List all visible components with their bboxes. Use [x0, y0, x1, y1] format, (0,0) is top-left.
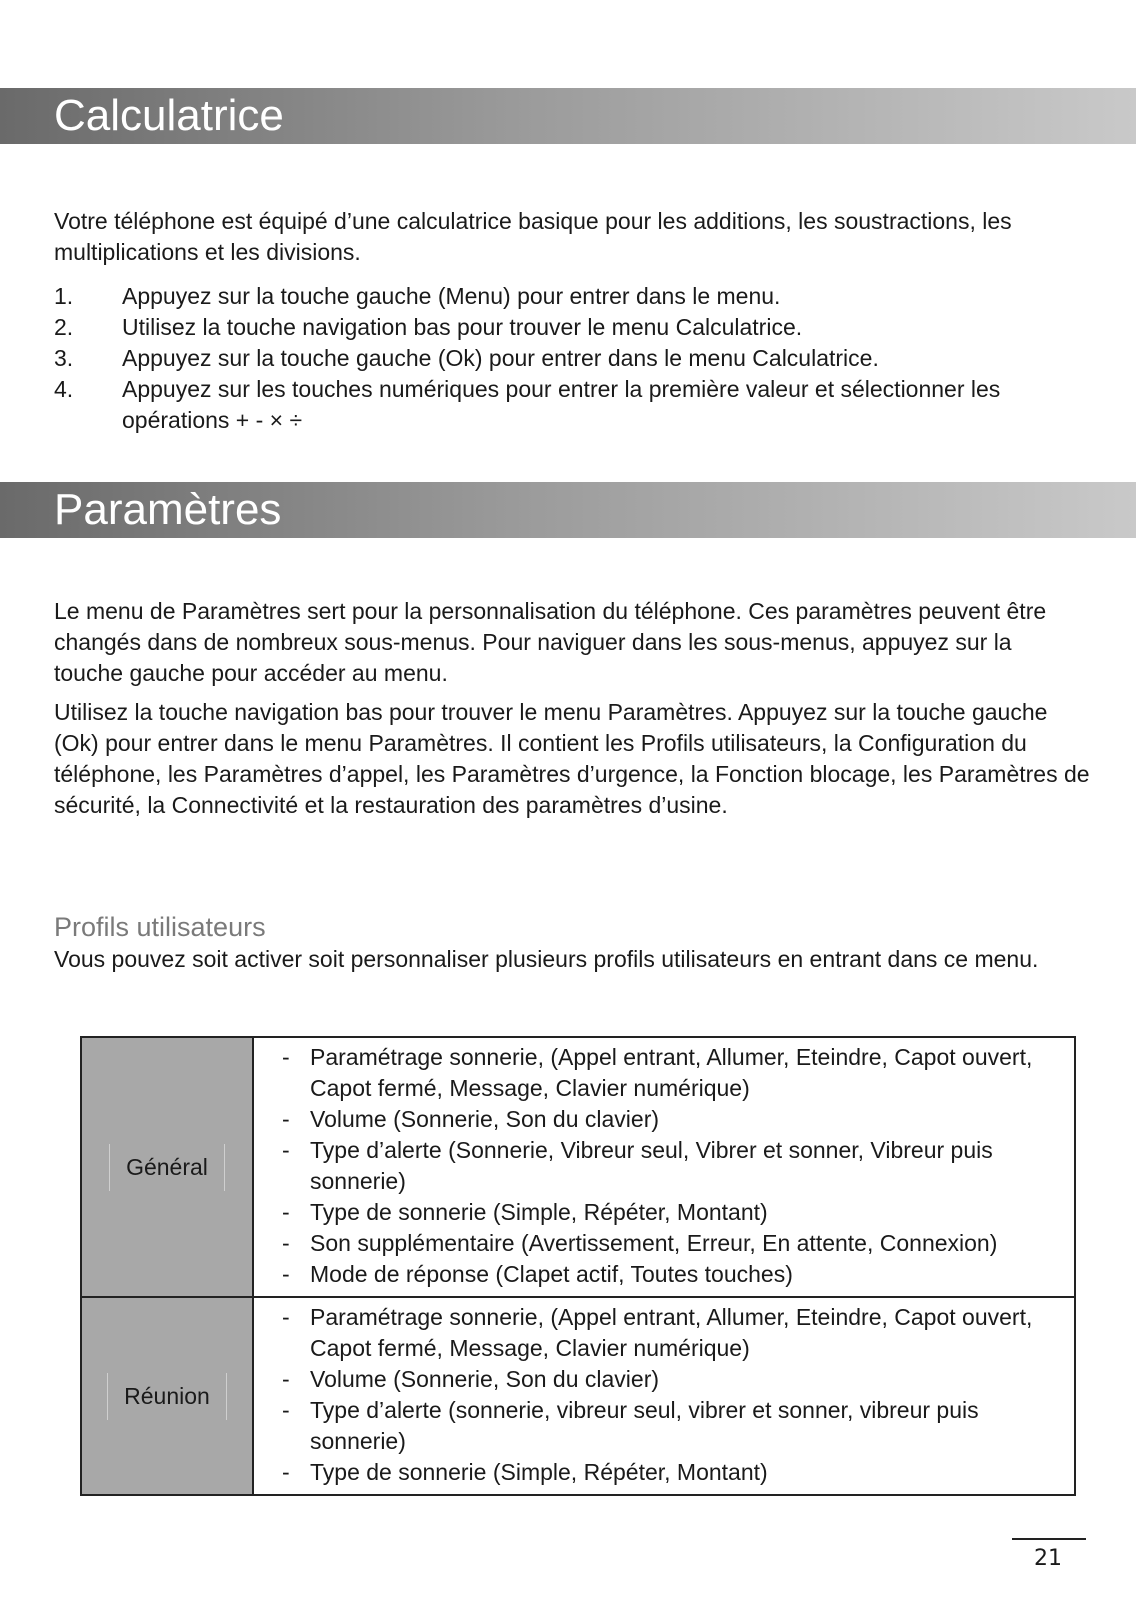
profile-name: Réunion [107, 1373, 227, 1420]
list-dash: - [282, 1397, 290, 1423]
step-number: 4. [54, 376, 74, 402]
step-number: 3. [54, 345, 74, 371]
list-item [54, 374, 1094, 436]
step-text: Appuyez sur la touche gauche (Menu) pour entrer dans le menu. [122, 283, 781, 309]
setting-text: Paramétrage sonnerie, (Appel entrant, Allumer, Eteindre, Capot ouvert, Capot fermé, Message, Clavier numérique) [310, 1304, 1033, 1361]
step-text: Appuyez sur les touches numériques pour entrer la première valeur et sélectionner les opérations + - × ÷ [122, 376, 1001, 433]
profiles-table [80, 1036, 1076, 1496]
list-dash: - [282, 1106, 290, 1132]
setting-text: Son supplémentaire (Avertissement, Erreur, En attente, Connexion) [310, 1230, 998, 1256]
step-number: 2. [54, 314, 74, 340]
table-row [81, 1037, 1075, 1297]
setting-text: Volume (Sonnerie, Son du clavier) [310, 1106, 660, 1132]
step-text: Utilisez la touche navigation bas pour trouver le menu Calculatrice. [122, 314, 803, 340]
list-item [282, 1135, 1054, 1197]
profile-name-cell [81, 1297, 253, 1495]
setting-text: Type d’alerte (Sonnerie, Vibreur seul, Vibrer et sonner, Vibreur puis sonnerie) [310, 1137, 993, 1194]
list-dash: - [282, 1366, 290, 1392]
profile-settings-list [282, 1302, 1054, 1488]
list-item [282, 1104, 1054, 1135]
calculatrice-header-banner [0, 88, 1136, 144]
calculatrice-title: Calculatrice [54, 91, 284, 140]
page-number-rule [1012, 1538, 1086, 1540]
setting-text: Type de sonnerie (Simple, Répéter, Montant) [310, 1199, 768, 1225]
list-dash: - [282, 1304, 290, 1330]
parametres-header-banner [0, 482, 1136, 538]
page-number: 21 [1034, 1546, 1062, 1571]
profile-settings-list [282, 1042, 1054, 1290]
calculatrice-intro: Votre téléphone est équipé d’une calculatrice basique pour les additions, les soustractions, les multiplications et les divisions. [54, 208, 1012, 265]
setting-text: Mode de réponse (Clapet actif, Toutes touches) [310, 1261, 793, 1287]
list-item [54, 281, 1094, 312]
parametres-paragraph-2: Utilisez la touche navigation bas pour trouver le menu Paramètres. Appuyez sur la touche gauche (Ok) pour entrer dans le menu Paramètres. Il contient les Profils utilisateurs, la Configuration du téléphone, les Paramètres d’appel, les Paramètres d’urgence, la Fonction blocage, les Paramètres de sécurité, la Connectivité et la restauration des paramètres d’usine. [54, 699, 1090, 818]
list-item [282, 1395, 1054, 1457]
list-item [282, 1259, 1054, 1290]
list-dash: - [282, 1261, 290, 1287]
step-number: 1. [54, 283, 74, 309]
table-row [81, 1297, 1075, 1495]
list-item [282, 1457, 1054, 1488]
list-item [282, 1302, 1054, 1364]
list-dash: - [282, 1137, 290, 1163]
setting-text: Paramétrage sonnerie, (Appel entrant, Allumer, Eteindre, Capot ouvert, Capot fermé, Message, Clavier numérique) [310, 1044, 1033, 1101]
list-dash: - [282, 1230, 290, 1256]
list-dash: - [282, 1459, 290, 1485]
list-item [282, 1364, 1054, 1395]
parametres-paragraph-1: Le menu de Paramètres sert pour la personnalisation du téléphone. Ces paramètres peuvent être changés dans de nombreux sous-menus. Pour naviguer dans les sous-menus, appuyez sur la touche gauche pour accéder au menu. [54, 598, 1047, 686]
profile-name-cell [81, 1037, 253, 1297]
profils-utilisateurs-heading: Profils utilisateurs [54, 912, 266, 942]
list-dash: - [282, 1199, 290, 1225]
step-text: Appuyez sur la touche gauche (Ok) pour entrer dans le menu Calculatrice. [122, 345, 879, 371]
list-dash: - [282, 1044, 290, 1070]
list-item [282, 1042, 1054, 1104]
list-item [54, 312, 1094, 343]
list-item [54, 343, 1094, 374]
profils-intro: Vous pouvez soit activer soit personnaliser plusieurs profils utilisateurs en entrant dans ce menu. [54, 946, 1039, 972]
parametres-title: Paramètres [54, 485, 282, 534]
calculatrice-steps-list [54, 281, 1094, 436]
list-item [282, 1228, 1054, 1259]
profile-name: Général [109, 1144, 225, 1191]
profile-settings-cell [253, 1037, 1075, 1297]
setting-text: Type de sonnerie (Simple, Répéter, Montant) [310, 1459, 768, 1485]
list-item [282, 1197, 1054, 1228]
setting-text: Type d’alerte (sonnerie, vibreur seul, vibrer et sonner, vibreur puis sonnerie) [310, 1397, 979, 1454]
profile-settings-cell [253, 1297, 1075, 1495]
setting-text: Volume (Sonnerie, Son du clavier) [310, 1366, 660, 1392]
